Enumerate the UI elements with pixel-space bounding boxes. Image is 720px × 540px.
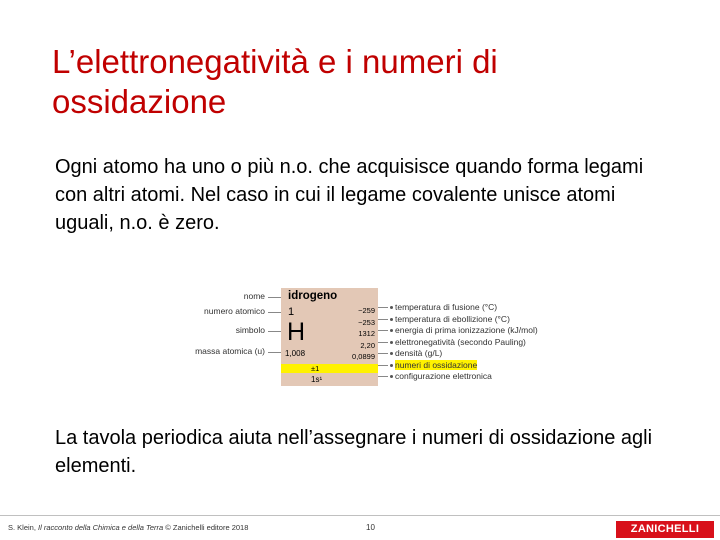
label-nome: nome [243, 291, 265, 301]
credit-title: Il racconto della Chimica e della Terra [38, 523, 164, 532]
oxidation-numbers: ±1 [311, 364, 320, 373]
prop-boiling: −253 [358, 317, 375, 327]
label-simbolo: simbolo [235, 325, 265, 335]
element-symbol: H [287, 318, 306, 346]
label-numero-atomico: numero atomico [204, 306, 265, 316]
atomic-number: 1 [288, 306, 295, 318]
label-elettronegativita: elettronegatività (secondo Pauling) [395, 336, 526, 347]
prop-electronegativity: 2,20 [360, 340, 375, 350]
page-number: 10 [366, 523, 375, 532]
right-label-row [378, 314, 538, 326]
element-card [281, 288, 378, 386]
label-numeri-ossidazione: numeri di ossidazione [395, 359, 478, 370]
label-configurazione: configurazione elettronica [395, 371, 492, 381]
credit-publisher: © Zanichelli editore 2018 [163, 523, 249, 532]
paragraph-oxidation-definition: Ogni atomo ha uno o più n.o. che acquisisce quando forma legami con altri atomi. Nel caso in cui il legame covalente unisce atomi uguali, n.o. è zero. [55, 156, 644, 234]
right-label-row [378, 325, 538, 337]
element-properties [352, 305, 375, 363]
electron-configuration: 1s¹ [311, 375, 323, 384]
slide-title: L’elettronegatività e i numeri di ossidazione [52, 43, 498, 120]
label-densita: densità (g/L) [395, 348, 443, 358]
label-temp-ebollizione: temperatura di ebollizione (°C) [395, 313, 510, 324]
leader-line [268, 352, 281, 353]
paragraph-periodic-table: La tavola periodica aiuta nell’assegnare i numeri di ossidazione agli elementi. [55, 427, 653, 477]
right-label-row [378, 371, 538, 383]
right-labels [378, 302, 538, 383]
label-ionizzazione: energia di prima ionizzazione (kJ/mol) [395, 325, 538, 335]
label-massa-atomica: massa atomica (u) [195, 346, 265, 356]
right-label-row [378, 302, 538, 314]
element-card-figure [190, 285, 538, 390]
credit-author: S. Klein, [8, 523, 39, 532]
footer-divider [0, 515, 720, 516]
atomic-mass: 1,008 [285, 349, 306, 358]
oxidation-highlight [281, 364, 378, 373]
right-label-row [378, 360, 538, 372]
right-label-row [378, 348, 538, 360]
footer-credit [8, 523, 248, 532]
label-temp-fusione: temperatura di fusione (°C) [395, 302, 498, 312]
right-label-row [378, 337, 538, 349]
element-name: idrogeno [288, 290, 338, 302]
prop-ionization: 1312 [358, 329, 375, 338]
prop-melting: −259 [358, 306, 375, 315]
zanichelli-logo: ZANICHELLI [616, 521, 714, 538]
prop-density: 0,0899 [352, 352, 375, 361]
